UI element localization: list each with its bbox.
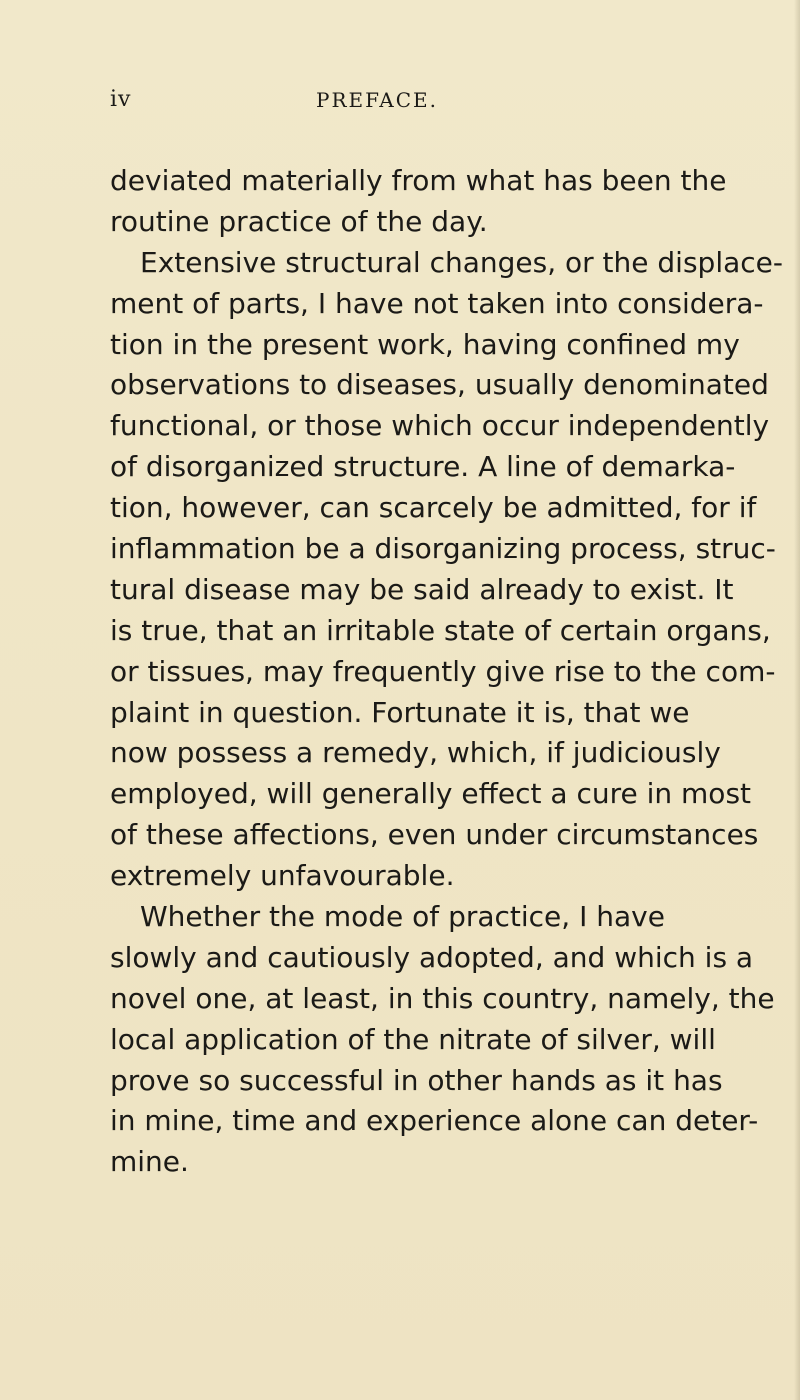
text-line: local application of the nitrate of silver, will <box>110 1022 716 1056</box>
text-line: plaint in question. Fortunate it is, that we <box>110 695 690 729</box>
text-line: tural disease may be said already to exist. It <box>110 572 734 606</box>
page-number: iv <box>110 87 132 112</box>
text-line: Whether the mode of practice, I have <box>140 900 665 934</box>
text-line: ment of parts, I have not taken into considera- <box>110 286 764 320</box>
text-line: observations to diseases, usually denominated <box>110 368 769 402</box>
text-line: extremely unfavourable. <box>110 859 455 893</box>
text-line: is true, that an irritable state of certain organs, <box>110 613 771 647</box>
running-head <box>110 84 650 116</box>
page-edge-shadow <box>794 0 800 1400</box>
text-line: employed, will generally effect a cure in most <box>110 777 752 811</box>
text-line: mine. <box>110 1145 189 1179</box>
text-line: tion in the present work, having confined my <box>110 327 740 361</box>
text-line: tion, however, can scarcely be admitted, for if <box>110 491 757 525</box>
text-line: functional, or those which occur independently <box>110 409 770 443</box>
text-line: in mine, time and experience alone can deter- <box>110 1104 759 1138</box>
text-line: Extensive structural changes, or the displace- <box>140 245 783 279</box>
body-text <box>110 161 783 1183</box>
text-line: now possess a remedy, which, if judiciously <box>110 736 721 770</box>
text-line: prove so successful in other hands as it has <box>110 1063 723 1097</box>
running-title: PREFACE. <box>316 88 438 112</box>
text-line: or tissues, may frequently give rise to the com- <box>110 654 776 688</box>
text-line: of these affections, even under circumstances <box>110 818 759 852</box>
text-line: novel one, at least, in this country, namely, the <box>110 981 775 1015</box>
text-line: of disorganized structure. A line of demarka- <box>110 450 736 484</box>
text-line: routine practice of the day. <box>110 204 488 238</box>
text-line: deviated materially from what has been the <box>110 164 727 197</box>
text-line: inflammation be a disorganizing process, struc- <box>110 532 776 566</box>
text-line: slowly and cautiously adopted, and which is a <box>110 940 754 974</box>
